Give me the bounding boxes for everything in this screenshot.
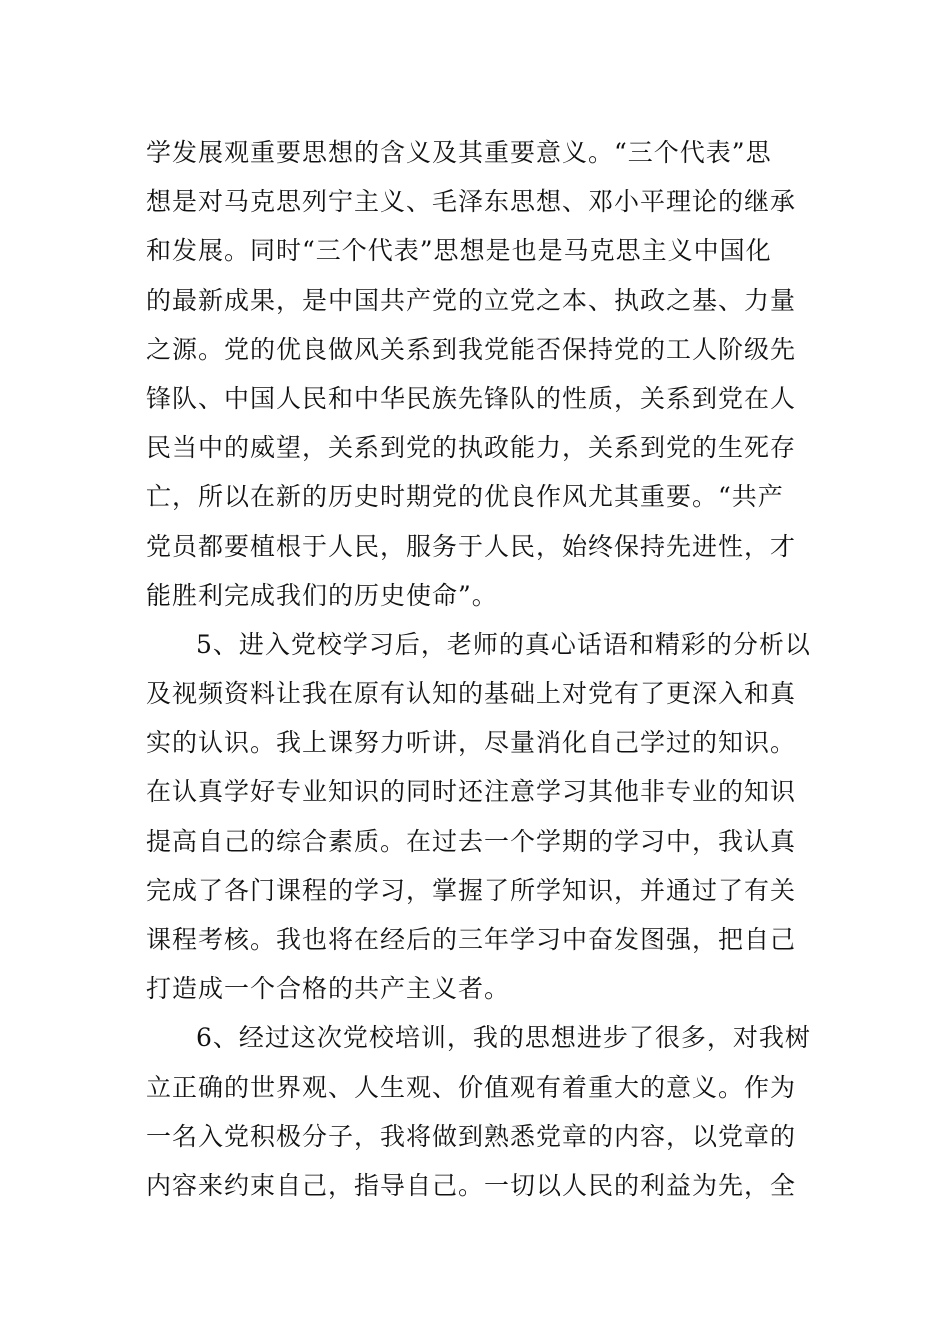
text-line: 想是对马克思列宁主义、毛泽东思想、邓小平理论的继承 [146, 187, 797, 217]
text-line: 锋队、中国人民和中华民族先锋队的性质，关系到党在人 [146, 383, 797, 413]
text-line: 及视频资料让我在原有认知的基础上对党有了更深入和真 [146, 679, 797, 709]
text-line: 打造成一个合格的共产主义者。 [146, 974, 511, 1004]
text-line: 在认真学好专业知识的同时还注意学习其他非专业的知识 [146, 777, 797, 807]
text-line: 学发展观重要思想的含义及其重要意义。“三个代表”思 [146, 138, 772, 167]
text-line: 课程考核。我也将在经后的三年学习中奋发图强，把自己 [146, 925, 797, 954]
text-line: 党员都要植根于人民，服务于人民，始终保持先进性，才 [146, 531, 797, 561]
paragraph-6 [146, 1013, 810, 1210]
text-line: 和发展。同时“三个代表”思想是也是马克思主义中国化 [146, 236, 772, 266]
text-line: 一名入党积极分子，我将做到熟悉党章的内容，以党章的 [146, 1121, 797, 1151]
text-line: 5、进入党校学习后，老师的真心话语和精彩的分析以 [196, 629, 811, 659]
paragraph-continuation [146, 128, 810, 620]
text-line: 之源。党的优良做风关系到我党能否保持党的工人阶级先 [146, 334, 797, 364]
document-body [146, 128, 810, 1210]
text-line: 实的认识。我上课努力听讲，尽量消化自己学过的知识。 [146, 728, 797, 758]
paragraph-5 [146, 620, 810, 1014]
text-line: 完成了各门课程的学习，掌握了所学知识，并通过了有关 [146, 875, 797, 905]
text-line: 6、经过这次党校培训，我的思想进步了很多，对我树 [196, 1023, 811, 1053]
text-line: 能胜利完成我们的历史使命”。 [146, 580, 498, 610]
text-line: 提高自己的综合素质。在过去一个学期的学习中，我认真 [146, 826, 797, 856]
text-line: 立正确的世界观、人生观、价值观有着重大的意义。作为 [146, 1072, 797, 1102]
text-line: 民当中的威望，关系到党的执政能力，关系到党的生死存 [146, 433, 797, 463]
text-line: 的最新成果，是中国共产党的立党之本、执政之基、力量 [146, 285, 797, 315]
text-line: 亡，所以在新的历史时期党的优良作风尤其重要。“共产 [146, 482, 784, 512]
text-line: 内容来约束自己，指导自己。一切以人民的利益为先，全 [146, 1170, 797, 1200]
